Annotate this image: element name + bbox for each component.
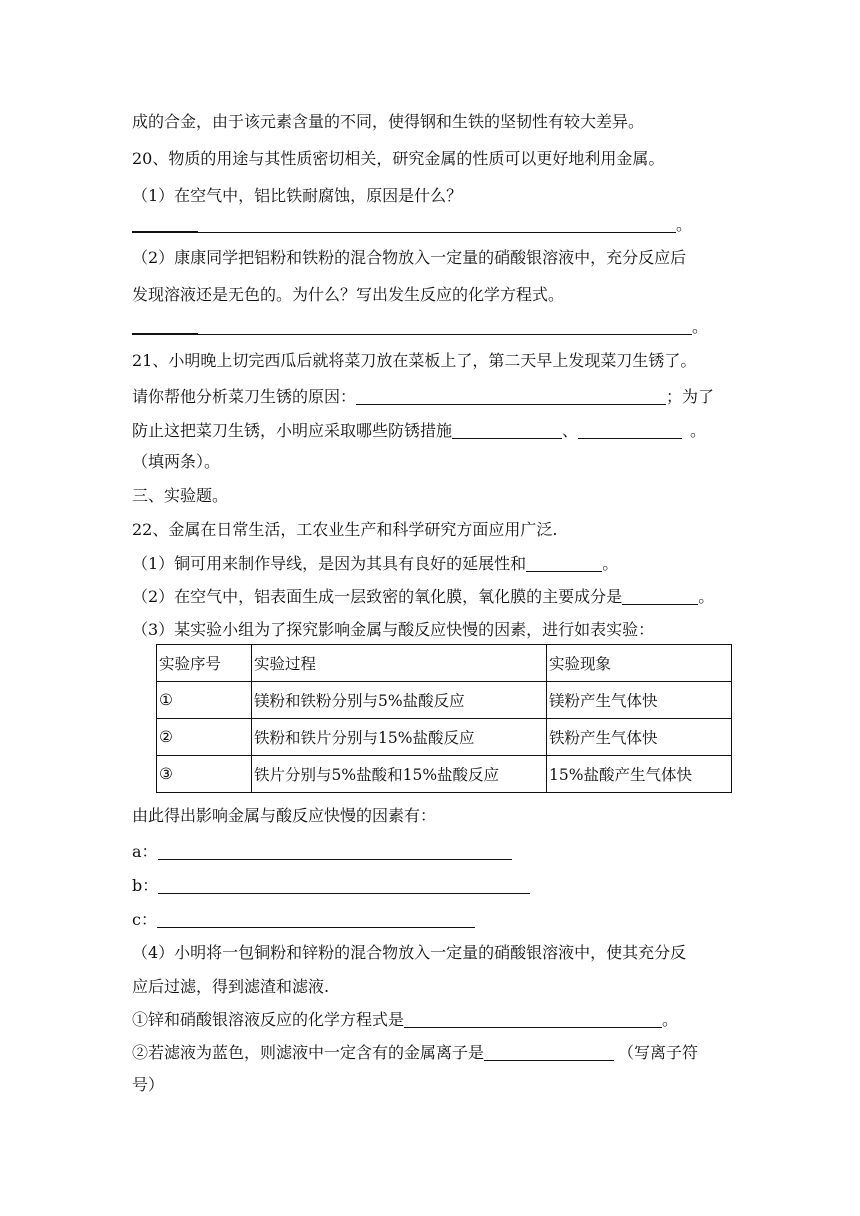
table-cell: ② [157, 719, 252, 756]
blank-22-1[interactable] [526, 555, 602, 572]
table-header-cell: 实验序号 [157, 645, 252, 682]
answer-line-20-2[interactable]: 。 [132, 317, 708, 337]
section-heading-3: 三、实验题。 [132, 486, 229, 505]
question-20-1: （1）在空气中，铝比铁耐腐蚀，原因是什么？ [132, 186, 463, 205]
blank-prevention-1[interactable] [452, 422, 562, 439]
table-cell: ③ [157, 756, 252, 793]
table-cell: 镁粉产生气体快 [547, 682, 732, 719]
table-header-row [157, 645, 732, 682]
question-22-4-2-end: 号） [132, 1075, 165, 1094]
blank-c[interactable] [157, 911, 475, 928]
question-22-4: （4）小明将一包铜粉和锌粉的混合物放入一定量的硝酸银溶液中，使其充分反 [132, 943, 687, 962]
answer-c: c： [132, 910, 475, 930]
blank-b[interactable] [158, 877, 530, 894]
question-21-prevention: 防止这把菜刀生锈，小明应采取哪些防锈措施 、 。 [132, 421, 707, 440]
question-22-2: （2）在空气中，铝表面生成一层致密的氧化膜，氧化膜的主要成分是 。 [132, 587, 715, 606]
experiment-table [156, 644, 732, 793]
text-line: 成的合金，由于该元素含量的不同，使得钢和生铁的坚韧性有较大差异。 [132, 112, 645, 131]
table-cell: ① [157, 682, 252, 719]
blank-22-2[interactable] [622, 588, 698, 605]
table-cell: 铁片分别与5%盐酸和15%盐酸反应 [252, 756, 547, 793]
question-20-2-cont: 发现溶液还是无色的。为什么？写出发生反应的化学方程式。 [132, 285, 565, 304]
question-21: 21、小明晚上切完西瓜后就将菜刀放在菜板上了，第二天早上发现菜刀生锈了。 [132, 351, 697, 370]
table-header-cell: 实验现象 [547, 645, 732, 682]
question-20: 20、物质的用途与其性质密切相关，研究金属的性质可以更好地利用金属。 [132, 149, 665, 168]
conclusion-prompt: 由此得出影响金属与酸反应快慢的因素有： [132, 806, 437, 825]
answer-a: a： [132, 842, 512, 862]
blank-22-4-2[interactable] [484, 1044, 614, 1061]
blank-22-4-1[interactable] [404, 1011, 662, 1028]
question-22-3: （3）某实验小组为了探究影响金属与酸反应快慢的因素，进行如表实验： [132, 620, 655, 639]
question-22-4-cont: 应后过滤，得到滤渣和滤液. [132, 977, 330, 996]
table-cell: 镁粉和铁粉分别与5%盐酸反应 [252, 682, 547, 719]
answer-line-20-1[interactable]: 。 [132, 215, 692, 235]
question-22-1: （1）铜可用来制作导线，是因为其具有良好的延展性和 。 [132, 554, 619, 573]
table-cell: 15%盐酸产生气体快 [547, 756, 732, 793]
table-row [157, 756, 732, 793]
table-row [157, 719, 732, 756]
question-21-note: （填两条）。 [132, 452, 221, 471]
table-row [157, 682, 732, 719]
question-20-2: （2）康康同学把铝粉和铁粉的混合物放入一定量的硝酸银溶液中，充分反应后 [132, 248, 687, 267]
table-header-cell: 实验过程 [252, 645, 547, 682]
table-cell: 铁粉和铁片分别与15%盐酸反应 [252, 719, 547, 756]
question-22-4-2: ②若滤液为蓝色，则滤液中一定含有的金属离子是 （写离子符 [132, 1043, 699, 1062]
answer-b: b： [132, 876, 530, 896]
table-cell: 铁粉产生气体快 [547, 719, 732, 756]
blank-rust-reason[interactable] [356, 388, 666, 405]
question-21-reason: 请你帮他分析菜刀生锈的原因： ；为了 [132, 387, 715, 406]
question-22-4-1: ①锌和硝酸银溶液反应的化学方程式是 。 [132, 1010, 679, 1029]
question-22: 22、金属在日常生活，工农业生产和科学研究方面应用广泛. [132, 520, 558, 539]
blank-prevention-2[interactable] [578, 422, 682, 439]
blank-a[interactable] [158, 843, 512, 860]
